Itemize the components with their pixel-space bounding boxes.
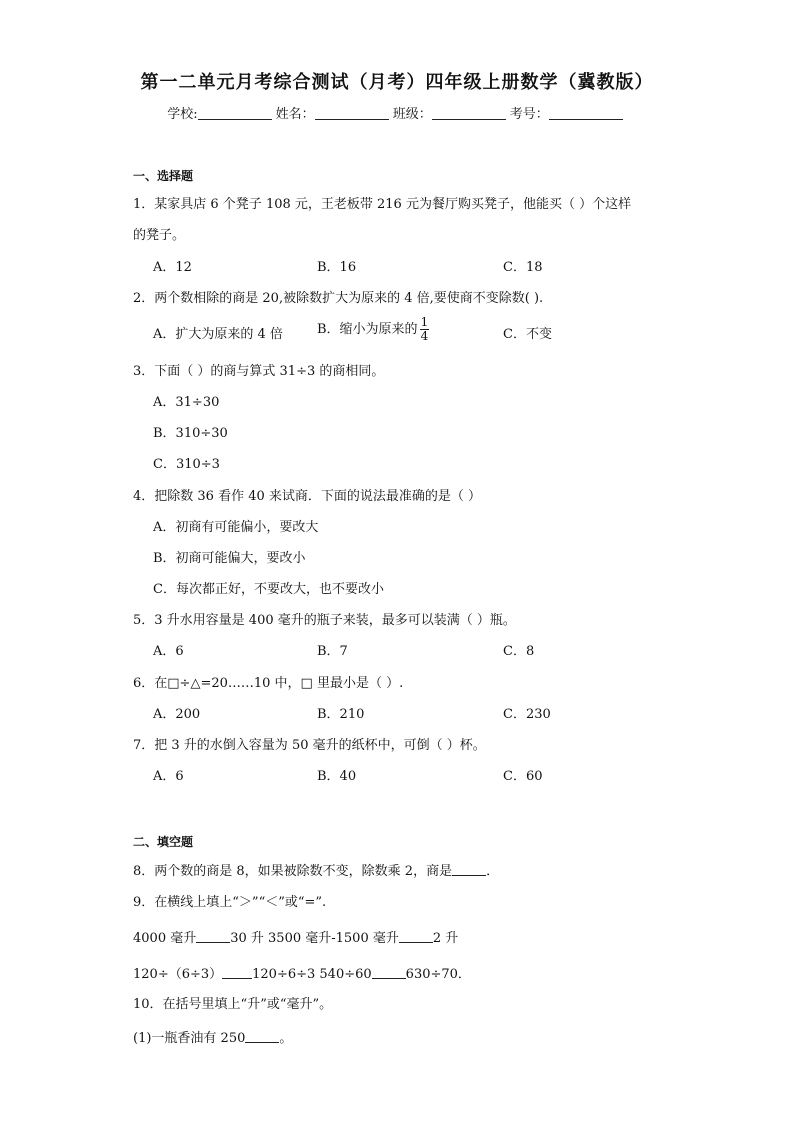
question-3-option-b[interactable]: B．310÷30 bbox=[153, 426, 228, 441]
question-3-option-c[interactable]: C．310÷3 bbox=[153, 457, 220, 472]
question-6-option-c[interactable]: C．230 bbox=[503, 707, 551, 722]
question-9-row-1 bbox=[133, 927, 458, 946]
question-4-option-b[interactable]: B．初商可能偏大，要改小 bbox=[153, 551, 306, 566]
question-3-option-a[interactable]: A．31÷30 bbox=[153, 395, 220, 410]
q9-row1-blank-2[interactable] bbox=[399, 930, 433, 943]
question-2-option-b[interactable] bbox=[317, 316, 429, 343]
question-2-text: 2．两个数相除的商是 20,被除数扩大为原来的 4 倍,要使商不变除数( ). bbox=[133, 291, 544, 306]
question-2-option-c[interactable]: C．不变 bbox=[503, 327, 552, 342]
question-8-blank[interactable] bbox=[452, 863, 486, 876]
q9-row1-part-a: 4000 毫升 bbox=[133, 931, 197, 946]
question-7-text: 7．把 3 升的水倒入容量为 50 毫升的纸杯中，可倒（ ）杯。 bbox=[133, 738, 486, 753]
question-7-option-a[interactable]: A．6 bbox=[153, 769, 184, 784]
question-5-text: 5．3 升水用容量是 400 毫升的瓶子来装，最多可以装满（ ）瓶。 bbox=[133, 613, 516, 628]
question-5-option-b[interactable]: B．7 bbox=[317, 644, 348, 659]
question-1-line1: 1．某家具店 6 个凳子 108 元，王老板带 216 元为餐厅购买凳子，他能买（ ）个这样 bbox=[133, 197, 632, 212]
q9-row2-blank-1[interactable] bbox=[222, 966, 252, 979]
student-info-line bbox=[0, 103, 794, 122]
fraction-one-quarter bbox=[420, 316, 430, 343]
q10-sub1-blank[interactable] bbox=[245, 1030, 279, 1043]
question-10-text: 10．在括号里填上“升”或“毫升”。 bbox=[133, 997, 333, 1012]
question-7-option-c[interactable]: C．60 bbox=[503, 769, 543, 784]
q9-row1-blank-1[interactable] bbox=[196, 930, 230, 943]
q9-row1-part-b: 30 升 3500 毫升-1500 毫升 bbox=[230, 931, 399, 946]
question-9-row-2 bbox=[133, 963, 471, 982]
q9-row2-part-a: 120÷（6÷3） bbox=[133, 967, 223, 982]
question-8-before: 8．两个数的商是 8，如果被除数不变，除数乘 2，商是 bbox=[133, 864, 453, 879]
school-blank[interactable] bbox=[198, 106, 272, 120]
question-3-text: 3．下面（ ）的商与算式 31÷3 的商相同。 bbox=[133, 364, 385, 379]
class-label: 班级： bbox=[392, 107, 432, 122]
question-6-text: 6．在□÷△=20……10 中，□ 里最小是（ ）. bbox=[133, 676, 404, 691]
question-4-text: 4．把除数 36 看作 40 来试商．下面的说法最准确的是（ ） bbox=[133, 489, 482, 504]
fraction-denominator: 4 bbox=[420, 329, 429, 343]
question-4-option-a[interactable]: A．初商有可能偏小，要改大 bbox=[153, 520, 319, 535]
fraction-numerator: 1 bbox=[420, 315, 429, 329]
question-5-option-c[interactable]: C．8 bbox=[503, 644, 535, 659]
question-6-option-a[interactable]: A．200 bbox=[153, 707, 201, 722]
question-5-option-a[interactable]: A．6 bbox=[153, 644, 184, 659]
question-2-option-b-text: B．缩小为原来的 bbox=[317, 322, 418, 337]
question-4-option-c[interactable]: C．每次都正好，不要改大，也不要改小 bbox=[153, 582, 384, 597]
q9-row2-blank-2[interactable] bbox=[372, 966, 406, 979]
section-title-fill: 二、填空题 bbox=[133, 835, 194, 849]
question-1-option-a[interactable]: A．12 bbox=[153, 260, 192, 275]
q10-sub1-after: 。 bbox=[279, 1031, 293, 1046]
question-7-option-b[interactable]: B．40 bbox=[317, 769, 357, 784]
question-1-line2: 的凳子。 bbox=[133, 228, 186, 243]
question-8-text bbox=[133, 860, 499, 879]
number-label: 考号： bbox=[509, 107, 549, 122]
q9-row2-part-c: 630÷70． bbox=[405, 967, 471, 982]
question-8-after: ． bbox=[486, 864, 500, 879]
q10-sub1-before: (1)一瓶香油有 250 bbox=[133, 1031, 246, 1046]
question-9-text: 9．在横线上填上“＞”“＜”或“=”. bbox=[133, 895, 327, 910]
q9-row1-part-c: 2 升 bbox=[432, 931, 459, 946]
question-2-option-a[interactable]: A．扩大为原来的 4 倍 bbox=[153, 327, 283, 342]
section-title-choice: 一、选择题 bbox=[133, 169, 194, 183]
number-blank[interactable] bbox=[549, 106, 623, 120]
q9-row2-part-b: 120÷6÷3 540÷60 bbox=[252, 967, 372, 982]
school-label: 学校: bbox=[167, 107, 198, 122]
question-6-option-b[interactable]: B．210 bbox=[317, 707, 365, 722]
name-blank[interactable] bbox=[315, 106, 389, 120]
page-title: 第一二单元月考综合测试（月考）四年级上册数学（冀教版） bbox=[140, 72, 654, 93]
question-1-option-c[interactable]: C．18 bbox=[503, 260, 543, 275]
class-blank[interactable] bbox=[432, 106, 506, 120]
question-1-option-b[interactable]: B．16 bbox=[317, 260, 357, 275]
question-10-sub-1 bbox=[133, 1027, 292, 1046]
name-label: 姓名： bbox=[275, 107, 315, 122]
